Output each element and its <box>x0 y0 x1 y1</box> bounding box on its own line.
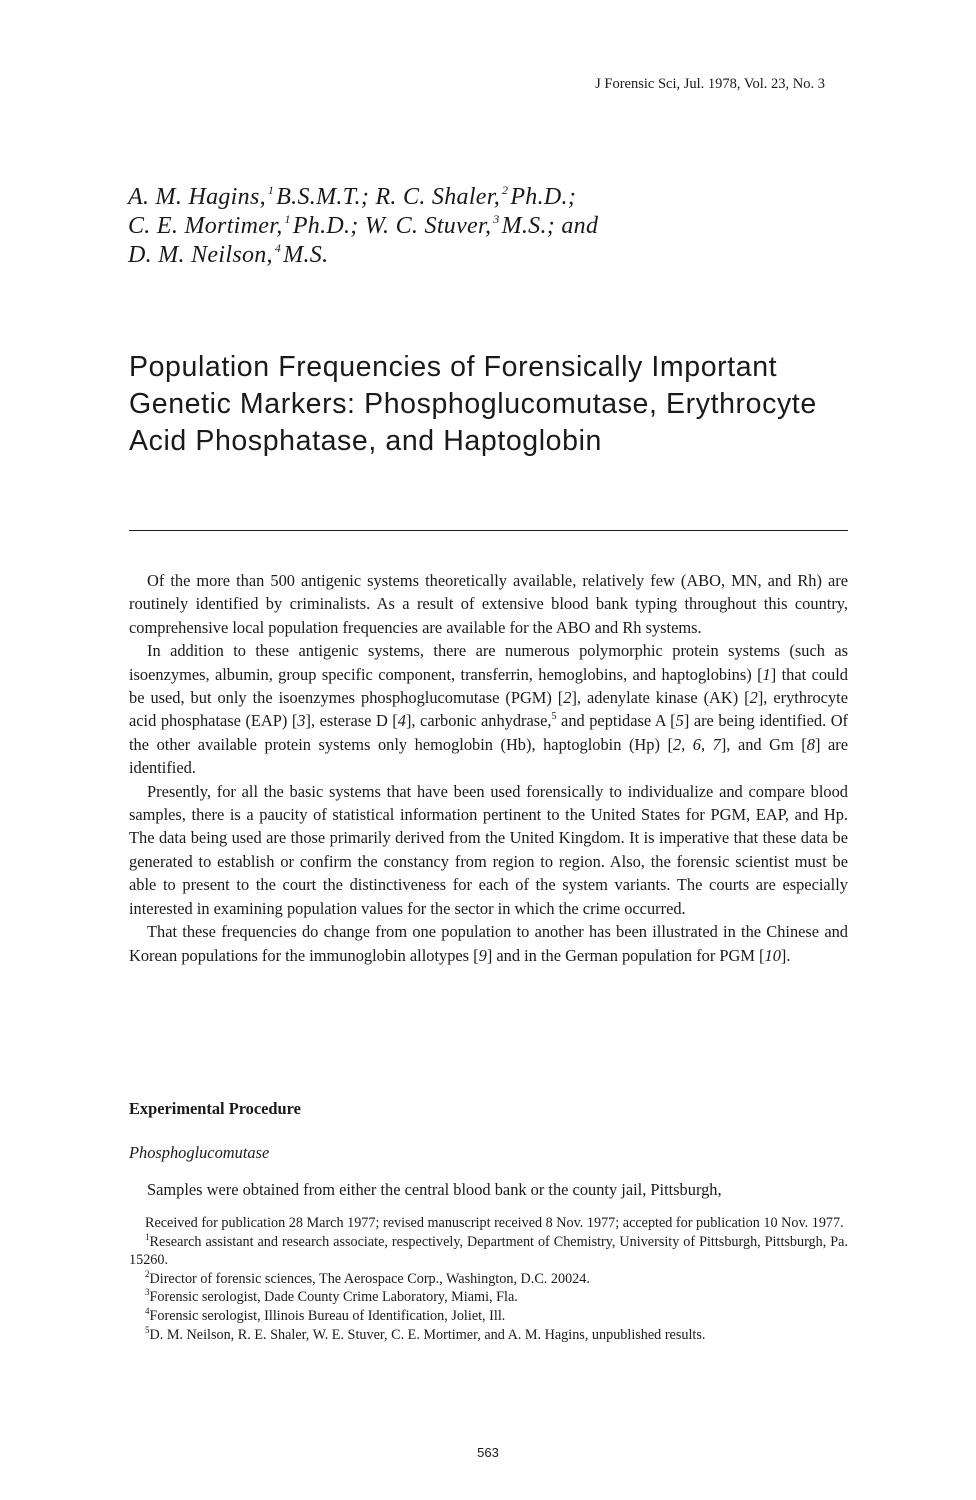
subsection-heading: Phosphoglucomutase <box>129 1143 270 1162</box>
footnote-text: Director of forensic sciences, The Aerospace Corp., Washington, D.C. 20024. <box>149 1270 590 1287</box>
text-run: ], esterase D [ <box>305 711 398 731</box>
footnote-text: Forensic serologist, Illinois Bureau of Identification, Joliet, Ill. <box>149 1307 506 1324</box>
author-name: W. C. Stuver, <box>364 213 492 239</box>
text-run: and peptidase A [ <box>556 711 676 731</box>
footnote-mark: 2 <box>145 1268 150 1279</box>
author-name: R. C. Shaler, <box>375 184 501 210</box>
author-name: C. E. Mortimer, <box>128 213 283 239</box>
footnotes <box>129 1214 848 1344</box>
author-line-1 <box>128 183 598 212</box>
footnote-mark: 3 <box>145 1287 150 1298</box>
text-run: ] and in the German population for PGM [ <box>486 945 765 965</box>
author-degree: Ph.D.; <box>510 184 577 210</box>
affiliation-mark: 4 <box>274 241 282 255</box>
title-divider <box>129 530 848 531</box>
footnote-mark: 5 <box>551 711 557 723</box>
citation-ref: 2 <box>563 688 572 708</box>
body-paragraph: Samples were obtained from either the central blood bank or the county jail, Pittsburgh, <box>147 1180 722 1199</box>
citation-ref: 9 <box>478 945 487 965</box>
affiliation-mark: 3 <box>493 212 500 226</box>
footnote-mark: 4 <box>145 1305 150 1316</box>
body-paragraph: Presently, for all the basic systems that have been used forensically to individualize and compare blood samples, there is a paucity of statistical information pertinent to the United States for PGM, EAP, and Hp. The data being used are those primarily derived from the United Kingdom. It is imperative that these data be generated to establish or confirm the constancy from region to region. Also, the forensic scientist must be able to present to the court the distinctiveness for each of the system variants. The courts are especially interested in examining population values for the sector in which the crime occurred. <box>129 781 848 918</box>
footnote <box>129 1307 848 1326</box>
citation-ref: 8 <box>806 734 815 754</box>
received-note: Received for publication 28 March 1977; revised manuscript received 8 Nov. 1977; accepted for publication 10 Nov. 1977. <box>145 1215 844 1231</box>
title-line: Genetic Markers: Phosphoglucomutase, Erythrocyte <box>129 388 817 420</box>
text-run: ] are being identified. Of the other available protein systems only hemoglobin (Hb), haptoglobin (Hp) [ <box>129 711 848 754</box>
body-paragraph: Of the more than 500 antigenic systems theoretically available, relatively few (ABO, MN, and Rh) are routinely identified by criminalists. As a result of extensive blood bank typing throughout this country, comprehensive local population frequencies are available for the ABO and Rh systems. <box>129 571 848 637</box>
author-degree: M.S.; and <box>501 213 599 239</box>
body-paragraph <box>129 920 848 967</box>
text-run: ], and Gm [ <box>720 734 807 754</box>
citation-ref: 1 <box>762 664 771 684</box>
author-degree: B.S.M.T.; <box>276 184 370 210</box>
footnote <box>129 1326 848 1345</box>
footnote-text: Research assistant and research associate, respectively, Department of Chemistry, University of Pittsburgh, Pittsburgh, Pa. 15260. <box>129 1233 848 1269</box>
footnote <box>129 1233 848 1270</box>
text-run: ] are identified. <box>129 734 848 778</box>
citation-ref: 5 <box>675 711 684 731</box>
text-run: That these frequencies do change from one population to another has been illustrated in the Chinese and Korean populations for the immunoglobin allotypes [ <box>129 922 848 965</box>
footnote-mark: 1 <box>145 1231 150 1242</box>
article-body <box>129 569 848 967</box>
author-name: D. M. Neilson, <box>128 242 273 268</box>
article-title <box>129 349 869 460</box>
text-run: ], adenylate kinase (AK) [ <box>571 688 750 708</box>
text-run: ], carbonic anhydrase, <box>405 711 552 731</box>
footnote <box>129 1270 848 1289</box>
citation-ref: 2 <box>749 688 758 708</box>
text-run: ]. <box>780 945 791 965</box>
section-heading: Experimental Procedure <box>129 1099 301 1118</box>
footnote-text: Forensic serologist, Dade County Crime Laboratory, Miami, Fla. <box>149 1289 518 1306</box>
affiliation-mark: 1 <box>267 183 275 197</box>
author-name: A. M. Hagins, <box>128 184 266 210</box>
title-line: Acid Phosphatase, and Haptoglobin <box>129 425 602 457</box>
author-list <box>128 183 598 270</box>
affiliation-mark: 2 <box>502 183 509 197</box>
body-paragraph <box>129 639 848 779</box>
author-line-2 <box>128 212 598 241</box>
footnote <box>129 1288 848 1307</box>
title-line: Population Frequencies of Forensically Important <box>129 351 778 383</box>
footnote-text: D. M. Neilson, R. E. Shaler, W. E. Stuver, C. E. Mortimer, and A. M. Hagins, unpublished results. <box>149 1326 706 1343</box>
author-degree: Ph.D.; <box>292 213 359 239</box>
affiliation-mark: 1 <box>284 212 291 226</box>
author-line-3 <box>128 241 598 270</box>
citation-ref: 2, 6, 7 <box>672 734 721 754</box>
text-run: ], erythrocyte acid phosphatase (EAP) [ <box>129 688 848 731</box>
author-degree: M.S. <box>283 242 329 268</box>
text-run: In addition to these antigenic systems, there are numerous polymorphic protein systems (such as isoenzymes, albumin, group specific component, transferrin, hemoglobins, and haptoglobins) [ <box>129 641 848 684</box>
page-number: 563 <box>477 1445 499 1460</box>
running-head: J Forensic Sci, Jul. 1978, Vol. 23, No. 3 <box>595 76 825 92</box>
text-run: ] that could be used, but only the isoenzymes phosphoglucomutase (PGM) [ <box>129 664 849 708</box>
footnote-mark: 5 <box>145 1324 150 1335</box>
citation-ref: 4 <box>397 711 406 731</box>
citation-ref: 3 <box>297 711 306 731</box>
citation-ref: 10 <box>764 945 781 965</box>
